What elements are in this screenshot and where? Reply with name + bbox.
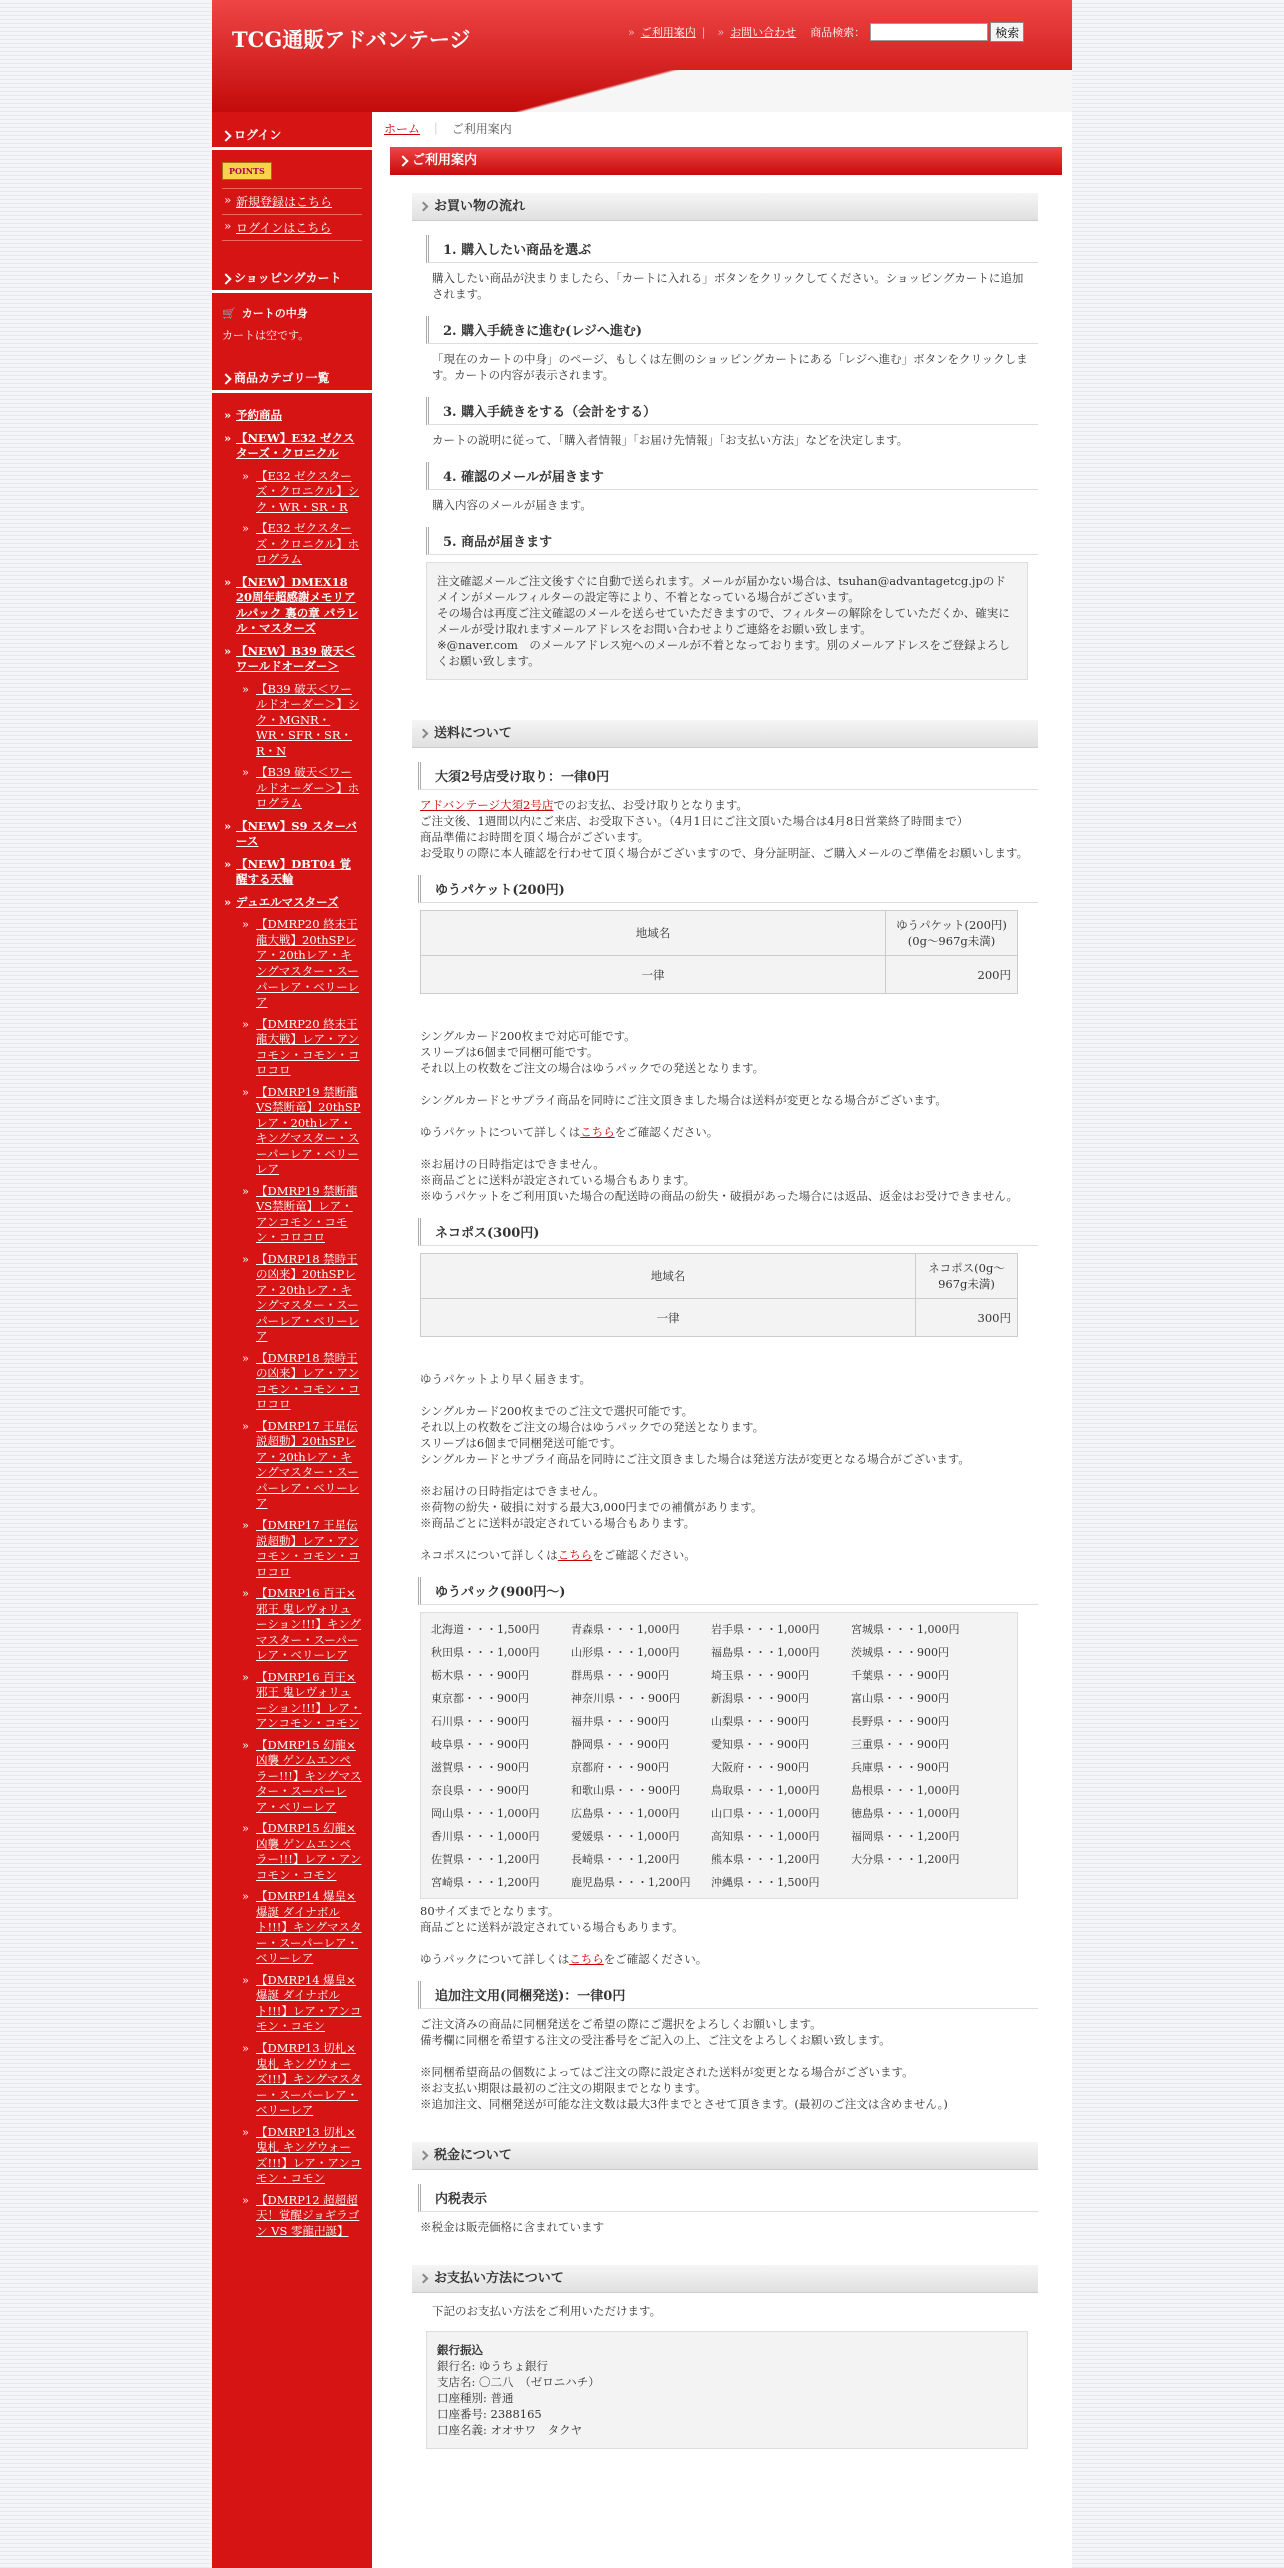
yupacket-detail-link[interactable]: こちら xyxy=(580,1125,615,1139)
yupacket-heading: ゆうパケット(200円) xyxy=(418,875,1038,903)
prefecture-rate: 和歌山県・・・900円 xyxy=(571,1784,680,1797)
text-line: ※荷物の紛失・破損に対する最大3,000円までの補償があります。 xyxy=(420,1500,763,1514)
site-logo[interactable]: TCG通販アドバンテージ xyxy=(232,27,471,52)
shipping-section xyxy=(412,720,1038,2112)
text-line: シングルカード200枚まで対応可能です。 xyxy=(420,1029,636,1043)
text-line: ※お届けの日時指定はできません。 xyxy=(420,1157,605,1171)
text-line: スリーブは6個まで同梱発送可能です。 xyxy=(420,1436,622,1450)
store-line: お受取りの際に本人確認を行わせて頂く場合がございますので、身分証明証、ご購入メールのご準備をお願いします。 xyxy=(420,846,1029,860)
text-line: ゆうパケットより早く届きます。 xyxy=(420,1372,592,1386)
bank-line: 口座名義: オオサワ タクヤ xyxy=(437,2423,583,2437)
cart-empty-text: カートは空です。 xyxy=(222,329,310,342)
category-heading: 商品カテゴリ一覧 xyxy=(212,363,372,393)
prefecture-rate: 広島県・・・1,000円 xyxy=(571,1807,680,1820)
text-line: シングルカードとサプライ商品を同時にご注文頂きました場合は発送方法が変更となる場合がございます。 xyxy=(420,1452,970,1466)
text-line: ※商品ごとに送料が設定されている場合もあります。 xyxy=(420,1516,696,1530)
text-line: それ以上の枚数をご注文の場合はゆうパックでの発送となります。 xyxy=(420,1420,765,1434)
category-link[interactable]: » 【NEW】B39 破天＜ワールドオーダー＞ xyxy=(224,644,362,675)
step-heading: 5. 商品が届きます xyxy=(426,527,1038,555)
table-header: 地域名 xyxy=(421,1254,916,1299)
text-line: ※同梱希望商品の個数によってはご注文の際に設定された送料が変更となる場合がございます。 xyxy=(420,2065,914,2079)
prefecture-rate: 京都府・・・900円 xyxy=(571,1761,669,1774)
subcategory-link[interactable]: » 【DMRP16 百王×邪王 鬼レヴォリューション!!!】キングマスター・スーパーレア・ベリーレア xyxy=(224,1586,362,1664)
prefecture-rate: 富山県・・・900円 xyxy=(851,1692,949,1705)
prefecture-rate: 埼玉県・・・900円 xyxy=(711,1669,809,1682)
text-line: をご確認ください。 xyxy=(603,1952,708,1966)
login-heading: ログイン xyxy=(212,120,372,150)
header-decoration xyxy=(212,70,1072,112)
prefecture-rate: 茨城県・・・900円 xyxy=(851,1646,949,1659)
prefecture-rate: 宮城県・・・1,000円 xyxy=(851,1623,960,1636)
bank-line: 口座番号: 2388165 xyxy=(437,2407,542,2421)
yupack-text xyxy=(412,1903,1038,1967)
prefecture-rate: 新潟県・・・900円 xyxy=(711,1692,809,1705)
prefecture-rate: 静岡県・・・900円 xyxy=(571,1738,669,1751)
text-line: ネコポスについて詳しくは xyxy=(420,1548,558,1562)
category-link[interactable]: » 予約商品 xyxy=(224,408,362,424)
store-line: ご注文後、1週間以内にご来店、お受取下さい。（4月1日にご注文頂いた場合は4月8日営業終了時間まで） xyxy=(420,814,969,828)
prefecture-rate: 岡山県・・・1,000円 xyxy=(431,1807,540,1820)
text-line: ※お届けの日時指定はできません。 xyxy=(420,1484,605,1498)
table-cell: 200円 xyxy=(886,956,1018,994)
store-line: 商品準備にお時間を頂く場合がございます。 xyxy=(420,830,650,844)
yupacket-text xyxy=(412,1028,1038,1204)
notice-line: その場合は再度ご注文確認のメールを送らせていただきますので、フィルターの解除をしていただくか、確実にメールが受け取れますメールアドレスをお問い合わせよりご連絡をお願い致します。 xyxy=(437,606,1010,636)
text-line: 商品ごとに送料が設定されている場合もあります。 xyxy=(420,1920,684,1934)
prefecture-rate: 北海道・・・1,500円 xyxy=(431,1623,540,1636)
cart-box xyxy=(212,293,372,353)
subcategory-link[interactable]: » 【DMRP13 切札×鬼札 キングウォーズ!!!】キングマスター・スーパーレア・ベリーレア xyxy=(224,2041,362,2119)
text-line: をご確認ください。 xyxy=(614,1125,719,1139)
header xyxy=(212,0,1072,112)
table-cell: 300円 xyxy=(916,1299,1018,1337)
text-line: ゆうパケットについて詳しくは xyxy=(420,1125,581,1139)
sidebar xyxy=(212,112,372,2568)
text-line: それ以上の枚数をご注文の場合はゆうパックでの発送となります。 xyxy=(420,1061,765,1075)
prefecture-rate: 山口県・・・1,000円 xyxy=(711,1807,820,1820)
search-label: 商品検索： xyxy=(810,26,866,39)
prefecture-rate: 群馬県・・・900円 xyxy=(571,1669,669,1682)
yupacket-table xyxy=(420,910,1018,994)
prefecture-rate: 香川県・・・1,000円 xyxy=(431,1830,540,1843)
category-link[interactable]: » 【NEW】DBT04 覚醒する天輪 xyxy=(224,857,362,888)
category-link[interactable]: » デュエルマスターズ xyxy=(224,895,362,911)
prefecture-rate: 福島県・・・1,000円 xyxy=(711,1646,820,1659)
page-wrapper xyxy=(212,0,1072,2568)
prefecture-rate: 愛知県・・・900円 xyxy=(711,1738,809,1751)
subcategory-link[interactable]: » 【DMRP13 切札×鬼札 キングウォーズ!!!】レア・アンコモン・コモン xyxy=(224,2125,362,2187)
payment-intro: 下記のお支払い方法をご利用いただけます。 xyxy=(432,2304,662,2318)
subcategory-link[interactable]: » 【DMRP12 超超超天！覚醒ジョギラゴン VS 零龍卍誕】 xyxy=(224,2193,362,2240)
points-icon: POINTS xyxy=(222,162,272,180)
prefecture-rate: 滋賀県・・・900円 xyxy=(431,1761,529,1774)
table-header: 地域名 xyxy=(421,911,886,956)
subcategory-link[interactable]: » 【DMRP18 禁時王の凶来】レア・アンコモン・コモン・コロコロ xyxy=(224,1351,362,1413)
subcategory-link[interactable]: » 【DMRP16 百王×邪王 鬼レヴォリューション!!!】レア・アンコモン・コモン xyxy=(224,1670,362,1732)
prefecture-rate: 愛媛県・・・1,000円 xyxy=(571,1830,680,1843)
text-line: ※ゆうパケットをご利用頂いた場合の配送時の商品の紛失・破損があった場合には返品、返金はお受けできません。 xyxy=(420,1189,1018,1203)
table-header: ゆうパケット(200円)(0g～967g未満) xyxy=(886,911,1018,956)
text-line: ゆうパックについて詳しくは xyxy=(420,1952,570,1966)
prefecture-rate: 佐賀県・・・1,200円 xyxy=(431,1853,540,1866)
prefecture-rate: 石川県・・・900円 xyxy=(431,1715,529,1728)
text-line: ※追加注文、同梱発送が可能な注文数は最大3件までとさせて頂きます。(最初のご注文は含めません。) xyxy=(420,2097,948,2111)
prefecture-rate: 宮崎県・・・1,200円 xyxy=(431,1876,540,1889)
page-title: ご利用案内 xyxy=(390,147,1062,175)
step-text: 購入内容のメールが届きます。 xyxy=(432,498,592,512)
prefecture-rate: 徳島県・・・1,000円 xyxy=(851,1807,960,1820)
subcategory-link[interactable]: » 【DMRP17 王星伝説超動】レア・アンコモン・コモン・コロコロ xyxy=(224,1518,362,1580)
category-link[interactable]: » 【NEW】DMEX18 20周年超感謝メモリアルパック 裏の章 パラレル・マスターズ xyxy=(224,575,362,637)
step-heading: 3. 購入手続きをする（会計をする） xyxy=(426,397,1038,425)
store-pickup-text xyxy=(412,797,1038,861)
prefecture-rate: 大分県・・・1,200円 xyxy=(851,1853,960,1866)
store-link[interactable]: アドバンテージ大須2号店 xyxy=(420,798,554,812)
tax-section xyxy=(412,2142,1038,2235)
category-list xyxy=(212,393,372,2239)
subcategory-link[interactable]: » 【E32 ゼクスターズ・クロニクル】ホログラム xyxy=(224,521,362,568)
store-pickup-heading: 大須2号店受け取り：一律0円 xyxy=(418,762,1038,790)
main-content xyxy=(384,112,1062,2449)
prefecture-rate: 兵庫県・・・900円 xyxy=(851,1761,949,1774)
prefecture-rate: 福岡県・・・1,200円 xyxy=(851,1830,960,1843)
breadcrumb-current: ご利用案内 xyxy=(451,122,512,136)
subcategory-link[interactable]: » 【DMRP20 終末王龍大戦】20thSPレア・20thレア・キングマスター・スーパーレア・ベリーレア xyxy=(224,917,362,1010)
prefecture-rate: 島根県・・・1,000円 xyxy=(851,1784,960,1797)
additional-heading: 追加注文用(同梱発送)：一律0円 xyxy=(418,1981,1038,2009)
payment-heading: お支払い方法について xyxy=(412,2265,1038,2293)
subcategory-link[interactable]: » 【DMRP19 禁断龍VS禁断竜】レア・アンコモン・コモン・コロコロ xyxy=(224,1184,362,1246)
text-line: 80サイズまでとなります。 xyxy=(420,1904,560,1918)
prefecture-rate: 東京都・・・900円 xyxy=(431,1692,529,1705)
search-button[interactable]: 検索 xyxy=(990,22,1024,42)
prefecture-rate: 神奈川県・・・900円 xyxy=(571,1692,680,1705)
subcategory-link[interactable]: » 【DMRP15 幻龍×凶襲 ゲンムエンペラー!!!】レア・アンコモン・コモン xyxy=(224,1821,362,1883)
yupack-heading: ゆうパック(900円〜) xyxy=(418,1577,1038,1605)
prefecture-rate: 鹿児島県・・・1,200円 xyxy=(571,1876,691,1889)
tax-sub-heading: 内税表示 xyxy=(418,2184,1038,2212)
table-cell: 一律 xyxy=(421,1299,916,1337)
text-line: シングルカード200枚までのご注文で選択可能です。 xyxy=(420,1404,694,1418)
step-text: 購入したい商品が決まりましたら、「カートに入れる」ボタンをクリックしてください。ショッピングカートに追加されます。 xyxy=(432,271,1024,301)
nav-contact-link[interactable]: お問い合わせ xyxy=(730,26,797,39)
step-heading: 2. 購入手続きに進む(レジへ進む) xyxy=(426,316,1038,344)
cart-heading: ショッピングカート xyxy=(212,263,372,293)
nekopos-table xyxy=(420,1253,1018,1337)
text-line: シングルカードとサプライ商品を同時にご注文頂きました場合は送料が変更となる場合がございます。 xyxy=(420,1093,947,1107)
bank-title: 銀行振込 xyxy=(437,2343,483,2357)
store-link-after: でのお支払、お受け取りとなります。 xyxy=(553,798,748,812)
subcategory-link[interactable]: » 【DMRP20 終末王龍大戦】レア・アンコモン・コモン・コロコロ xyxy=(224,1017,362,1079)
additional-text xyxy=(412,2016,1038,2112)
prefecture-rate: 栃木県・・・900円 xyxy=(431,1669,529,1682)
bullet-icon: » xyxy=(628,25,635,39)
mail-notice xyxy=(426,562,1028,680)
flow-heading: お買い物の流れ xyxy=(412,193,1038,221)
yupack-detail-link[interactable]: こちら xyxy=(569,1952,604,1966)
bank-line: 銀行名: ゆうちょ銀行 xyxy=(437,2359,549,2373)
subcategory-link[interactable]: » 【B39 破天＜ワールドオーダー＞】シク・MGNR・WR・SFR・SR・R・N xyxy=(224,682,362,760)
prefecture-rate: 千葉県・・・900円 xyxy=(851,1669,949,1682)
search-input[interactable] xyxy=(870,23,988,41)
category-link[interactable]: » 【NEW】S9 スターバース xyxy=(224,819,362,850)
nekopos-detail-link[interactable]: こちら xyxy=(557,1548,593,1562)
cart-icon: 🛒 xyxy=(222,306,236,320)
subcategory-link[interactable]: » 【DMRP19 禁断龍VS禁断竜】20thSPレア・20thレア・キングマスター・スーパーレア・ベリーレア xyxy=(224,1085,362,1178)
text-line: をご確認ください。 xyxy=(592,1548,696,1562)
subcategory-link[interactable]: » 【DMRP14 爆皇×爆誕 ダイナボルト!!!】レア・アンコモン・コモン xyxy=(224,1973,362,2035)
table-cell: 一律 xyxy=(421,956,886,994)
login-link[interactable]: » ログインはこちら xyxy=(222,214,362,241)
notice-line: ※@naver.com のメールアドレス宛へのメールが不着となっております。別のメールアドレスをご登録よろしくお願い致します。 xyxy=(437,638,1011,668)
prefecture-rate: 福井県・・・900円 xyxy=(571,1715,669,1728)
prefecture-rate: 山形県・・・1,000円 xyxy=(571,1646,680,1659)
text-line: ※商品ごとに送料が設定されている場合もあります。 xyxy=(420,1173,696,1187)
subcategory-link[interactable]: » 【B39 破天＜ワールドオーダー＞】ホログラム xyxy=(224,765,362,812)
prefecture-grid xyxy=(420,1612,1018,1899)
notice-line: 注文確認メールご注文後すぐに自動で送られます。メールが届かない場合は、tsuhan@advantagetcg.jpのドメインがメールフィルターの設定等により、不着となっている場合がございます。 xyxy=(437,574,1006,604)
divider: | xyxy=(701,25,706,39)
text-line: スリーブは6個まで同梱可能です。 xyxy=(420,1045,599,1059)
prefecture-rate: 熊本県・・・1,200円 xyxy=(711,1853,820,1866)
nav-guide-link[interactable]: ご利用案内 xyxy=(640,26,696,39)
subcategory-link[interactable]: » 【DMRP18 禁時王の凶来】20thSPレア・20thレア・キングマスター・スーパーレア・ベリーレア xyxy=(224,1252,362,1345)
step-text: 「現在のカートの中身」のページ、もしくは左側のショッピングカートにある「レジへ進む」ボタンをクリックします。カートの内容が表示されます。 xyxy=(432,352,1028,382)
bank-line: 口座種別: 普通 xyxy=(437,2391,514,2405)
login-box xyxy=(212,150,372,251)
prefecture-rate: 山梨県・・・900円 xyxy=(711,1715,809,1728)
shipping-heading: 送料について xyxy=(412,720,1038,748)
breadcrumb-separator: ｜ xyxy=(429,122,442,136)
prefecture-rate: 秋田県・・・1,000円 xyxy=(431,1646,540,1659)
text-line: ※お支払い期限は最初のご注文の期限までとなります。 xyxy=(420,2081,707,2095)
bank-line: 支店名: 〇二八 （ゼロニハチ） xyxy=(437,2375,600,2389)
category-link[interactable]: » 【NEW】E32 ゼクスターズ・クロニクル xyxy=(224,431,362,462)
bank-box xyxy=(426,2331,1028,2449)
prefecture-rate: 長野県・・・900円 xyxy=(851,1715,949,1728)
payment-section xyxy=(412,2265,1038,2449)
breadcrumb xyxy=(384,120,1062,137)
nekopos-heading: ネコポス(300円) xyxy=(418,1218,1038,1246)
prefecture-rate: 奈良県・・・900円 xyxy=(431,1784,529,1797)
step-text: カートの説明に従って、「購入者情報」「お届け先情報」「お支払い方法」などを決定します。 xyxy=(432,433,909,447)
tax-heading: 税金について xyxy=(412,2142,1038,2170)
subcategory-link[interactable]: » 【DMRP14 爆皇×爆誕 ダイナボルト!!!】キングマスター・スーパーレア・ベリーレア xyxy=(224,1889,362,1967)
prefecture-rate: 青森県・・・1,000円 xyxy=(571,1623,680,1636)
prefecture-rate: 沖縄県・・・1,500円 xyxy=(711,1876,820,1889)
cart-label: カートの中身 xyxy=(241,307,308,320)
prefecture-rate: 岩手県・・・1,000円 xyxy=(711,1623,820,1636)
bullet-icon: » xyxy=(717,25,725,39)
flow-section xyxy=(412,193,1038,680)
text-line: 備考欄に同梱を希望する注文の受注番号をご記入の上、ご注文をよろしくお願い致します。 xyxy=(420,2033,891,2047)
subcategory-link[interactable]: » 【DMRP15 幻龍×凶襲 ゲンムエンペラー!!!】キングマスター・スーパーレア・ベリーレア xyxy=(224,1738,362,1816)
breadcrumb-home[interactable]: ホーム xyxy=(384,122,421,136)
prefecture-rate: 高知県・・・1,000円 xyxy=(711,1830,820,1843)
prefecture-rate: 鳥取県・・・1,000円 xyxy=(711,1784,820,1797)
prefecture-rate: 岐阜県・・・900円 xyxy=(431,1738,529,1751)
step-heading: 1. 購入したい商品を選ぶ xyxy=(426,235,1038,263)
header-nav xyxy=(622,22,1024,42)
subcategory-link[interactable]: » 【E32 ゼクスターズ・クロニクル】シク・WR・SR・R xyxy=(224,469,362,516)
nekopos-text xyxy=(412,1371,1038,1563)
prefecture-rate: 三重県・・・900円 xyxy=(851,1738,949,1751)
text-line: ご注文済みの商品に同梱発送をご希望の際にご選択をよろしくお願いします。 xyxy=(420,2017,822,2031)
step-heading: 4. 確認のメールが届きます xyxy=(426,462,1038,490)
prefecture-rate: 大阪府・・・900円 xyxy=(711,1761,809,1774)
tax-text: ※税金は販売価格に含まれています xyxy=(420,2220,604,2234)
table-header: ネコポス(0g～967g未満) xyxy=(916,1254,1018,1299)
subcategory-link[interactable]: » 【DMRP17 王星伝説超動】20thSPレア・20thレア・キングマスター・スーパーレア・ベリーレア xyxy=(224,1419,362,1512)
prefecture-rate: 長崎県・・・1,200円 xyxy=(571,1853,680,1866)
register-link[interactable]: » 新規登録はこちら xyxy=(222,188,362,214)
